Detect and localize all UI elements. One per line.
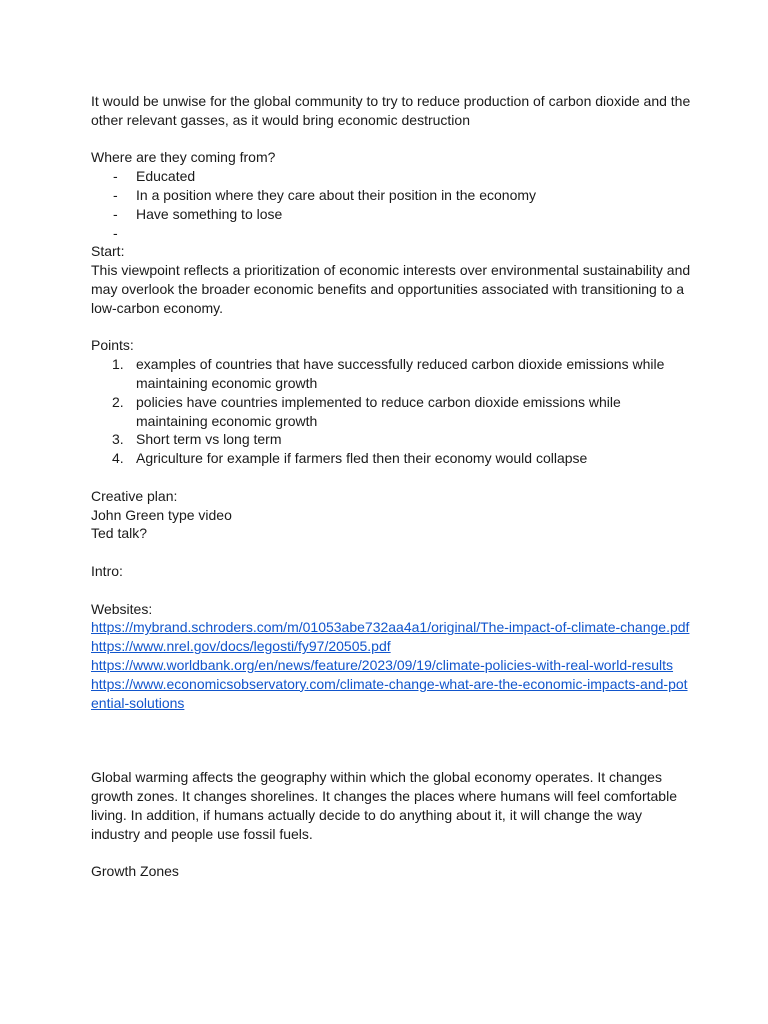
list-number: 4. xyxy=(112,450,124,467)
point-text: examples of countries that have successfully reduced carbon dioxide emissions while maintaining economic growth xyxy=(136,356,665,391)
blank-line xyxy=(91,468,691,487)
dash-marker: - xyxy=(113,224,118,241)
points-list-item xyxy=(91,430,691,449)
list-number: 3. xyxy=(112,431,124,448)
points-heading: Points: xyxy=(91,337,134,354)
blank-line xyxy=(91,318,691,337)
dash-marker: - xyxy=(113,186,118,203)
where-item-text: In a position where they care about their position in the economy xyxy=(136,186,537,203)
intro-claim-paragraph: It would be unwise for the global community to try to reduce production of carbon dioxide and the other relevant gasses, as it would bring economic destruction xyxy=(91,93,691,128)
where-item-text: Have something to lose xyxy=(136,205,283,222)
blank-line xyxy=(91,130,691,149)
blank-line xyxy=(91,843,691,862)
spacer xyxy=(91,712,691,768)
website-link[interactable]: https://mybrand.schroders.com/m/01053abe732aa4a1/original/The-impact-of-climate-change.pdf xyxy=(91,619,690,636)
point-text: Short term vs long term xyxy=(136,431,282,448)
creative-plan-line: John Green type video xyxy=(91,506,232,523)
list-number: 2. xyxy=(112,393,124,410)
blank-line xyxy=(91,543,691,562)
blank-line xyxy=(91,581,691,600)
list-number: 1. xyxy=(112,356,124,373)
document-page xyxy=(91,92,691,881)
website-link[interactable]: https://www.economicsobservatory.com/climate-change-what-are-the-economic-impacts-and-potential-solutions xyxy=(91,675,688,711)
points-list xyxy=(91,355,691,468)
website-link[interactable]: https://www.nrel.gov/docs/legosti/fy97/20505.pdf xyxy=(91,638,391,655)
dash-marker: - xyxy=(113,168,118,185)
dash-marker: - xyxy=(113,205,118,222)
points-list-item xyxy=(91,355,691,393)
where-list-item xyxy=(91,205,691,224)
point-text: policies have countries implemented to reduce carbon dioxide emissions while maintaining economic growth xyxy=(136,393,621,429)
where-list-item xyxy=(91,167,691,186)
where-list xyxy=(91,167,691,242)
start-heading: Start: xyxy=(91,243,125,260)
point-text: Agriculture for example if farmers fled then their economy would collapse xyxy=(136,450,588,467)
creative-plan-heading: Creative plan: xyxy=(91,487,178,504)
website-link[interactable]: https://www.worldbank.org/en/news/feature/2023/09/19/climate-policies-with-real-world-results xyxy=(91,656,674,673)
where-item-text: Educated xyxy=(136,168,196,185)
growth-zones-heading: Growth Zones xyxy=(91,863,179,880)
points-list-item xyxy=(91,393,691,431)
points-list-item xyxy=(91,449,691,468)
websites-heading: Websites: xyxy=(91,600,153,617)
start-paragraph: This viewpoint reflects a prioritization of economic interests over environmental sustainability and may overlook the broader economic benefits and opportunities associated with transitioning to a low-carbon economy. xyxy=(91,262,691,316)
creative-plan-line: Ted talk? xyxy=(91,525,148,542)
intro-heading: Intro: xyxy=(91,562,123,579)
global-warming-paragraph: Global warming affects the geography within which the global economy operates. It changes growth zones. It changes shorelines. It changes the places where humans will feel comfortable living. In addition, if humans actually decide to do anything about it, it will change the way industry and people use fossil fuels. xyxy=(91,769,677,842)
where-list-item xyxy=(91,186,691,205)
where-list-item-empty xyxy=(91,224,691,243)
where-heading: Where are they coming from? xyxy=(91,149,276,166)
